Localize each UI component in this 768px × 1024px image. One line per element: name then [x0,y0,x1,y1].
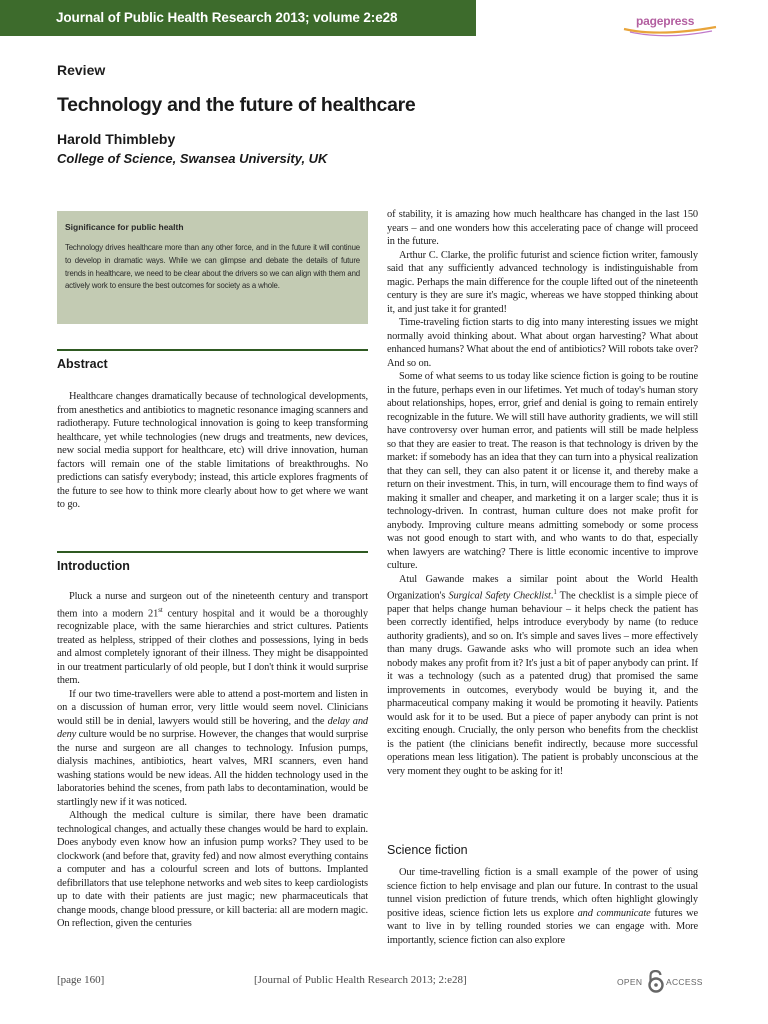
author-affiliation: College of Science, Swansea University, UK [57,151,328,166]
pagepress-logo [620,9,720,37]
science-fiction-text [387,866,698,947]
abstract-text [57,390,368,512]
publisher-name: pagepress [636,14,695,28]
open-access-word-access: ACCESS [666,977,703,987]
intro-paragraph-2: If our two time-travellers were able to attend a post-mortem and listen in on a discussion of human error, very little would seem novel. Clinicians would still be in denial, lawyers would still be hovering, and the delay and deny culture would be no surprise. However, the changes that would surprise the nurse and surgeon are all changes to technology. Infusion pumps, dialysis machines, antibiotics, heart valves, MRI scanners, even hand washing stations would be new ideas. All the hidden technology used in the laboratories behind the scenes, from path labs to decontamination, would be startlingly new if it was noticed. [57,688,368,808]
abstract-paragraph: Healthcare changes dramatically because of technological developments, from anesthetics and antibiotics to magnetic resonance imaging scanners and radiotherapy. Future technological innovation is going to keep transforming healthcare, yet while technologies (new drugs and treatments, new devices, new social media support for healthcare, etc) will drive innovation, human factors will remain one of the stable limitations of breakthroughs. No predictions can satisfy everybody; instead, this article explores fragments of the future to see how to think more clearly about how to get where we want to go. [57,391,368,510]
abstract-rule [57,349,368,351]
open-access-word-open: OPEN [617,977,643,987]
author-name: Harold Thimbleby [57,131,176,147]
science-fiction-paragraph: Our time-travelling fiction is a small example of the power of using science fiction to help envisage and plan our future. In contrast to the usual tunnel vision prediction of future trends, which often highlight glowingly positive ideas, science fiction lets us explore and communicate futures we want to live in by telling rounded stories we can engage with. More importantly, science fiction can also explore [387,867,698,946]
significance-title: Significance for public health [65,222,184,232]
col2-paragraph-gawande: Atul Gawande makes a similar point about the World Health Organization's Surgical Safety Checklist.$^1$ The checklist is a simple piece of paper that helps change human behaviour – it helps check the patient has been correctly identified, helps introduce everybody by name (to reduce authority gradients), and so on. It's simple and saves lives – more effectively than many drugs. Gawande asks who will promote such an idea when nobody makes any profit from it? It's just a bit of paper anybody can print. If it was a technology (such as a patented drug) that promised the same improvements in outcomes, everybody would be buying it, and the pharmaceutical company making it would be promoting it heavily. Patients would ask for it to be used. But a piece of paper anybody can print is not exciting enough. Crucially, the only person who benefits from the checklist is the patient (the clinicians benefit indirectly, because more successful operations mean less litigation). The patient is probably unconscious at the very moment they ought to be asking for it! [387,573,698,777]
article-section-type: Review [57,62,106,78]
intro-paragraph-1: Pluck a nurse and surgeon out of the nineteenth century and transport them into a modern 21st century hospital and it would be a thoroughly recognizable place, with the same hierarchies and strict cultures. Patients treated as helpless, stripped of their clothes and possessions, lying in beds and almost completely ignorant of their illness. They might be disappointed in our treatment particularly of old people, but I don't think it would surprise them. [57,591,369,687]
intro-paragraph-3: Although the medical culture is similar, there have been dramatic technological changes, and actually these changes would be hard to explain. Does anybody even know how an infusion pump works? They used to be clockwork (and before that, gravity fed) and now almost everything contains a computer and has a colourful screen and lots of buttons. Implanted defibrillators that use telephone networks and web sites to keep cardiologists up to date with their patients are just magic; new pharmaceuticals that change moods, change blood pressure, or kill bacteria: all are modern magic. On reflection, given the centuries [57,810,368,930]
page-number: [page 160] [57,974,105,986]
abstract-heading: Abstract [57,357,108,371]
significance-body: Technology drives healthcare more than any other force, and in the future it will continue to develop in dramatic ways. While we can glimpse and debate the details of future trends in healthcare, we need to be clear about the drivers so we can align with them and actively work to ensure the best outcomes for society as a whole. [65,243,360,291]
journal-header-band [0,0,476,36]
introduction-rule [57,551,368,553]
col2-paragraph-time-travel: Time-traveling fiction starts to dig into many interesting issues we might normally avoid thinking about. What about organ harvesting? What about enhanced humans? What about the end of antibiotics? Will robots take over? And so on. [387,317,698,369]
science-fiction-heading: Science fiction [387,843,468,857]
col2-paragraph-clarke: Arthur C. Clarke, the prolific futurist and science fiction writer, famously said that any sufficiently advanced technology is indistinguishable from magic. Perhaps the main difference for the couple lifted out of the nineteenth century is they are sure it's magic, whereas we have stopped thinking about it, and just take it for granted! [387,249,698,315]
col2-paragraph-science-fiction-today: Some of what seems to us today like science fiction is going to be routine in the future, perhaps even in our lifetimes. Yet much of today's human story about relationships, hopes, error, grief and denial is going to remain entirely recognizable in the future. We will still have authority gradients, we will still have controversy over human error, and patients will still be made helpless so that they are easier to treat. The reason is that technology is driven by the market: if somebody has an idea that they can turn into a physical realization that they can sell, they can also patent it or license it, and thereby make a return on their investment. This, in turn, will encourage them to find ways of making it smaller and cheaper, and marketing it on a larger scale; thus it is technology-driven. In contrast, human culture does not make profit for anybody. Improving culture means admitting somebody or some process was not good enough to start with, and who wants to do that, especially when lawyers are watching? There is little economic incentive to improve culture. [387,371,698,571]
article-title: Technology and the future of healthcare [57,94,416,116]
column-two-text [387,208,698,778]
journal-line: Journal of Public Health Research 2013; volume 2:e28 [56,10,398,25]
open-access-logo [617,972,707,994]
significance-box [57,211,368,324]
introduction-text [57,590,368,931]
footer-citation: [Journal of Public Health Research 2013; 2:e28] [254,974,467,986]
col2-paragraph-continued: of stability, it is amazing how much healthcare has changed in the last 150 years – and one wonders how this accelerating pace of change will proceed in the future. [387,209,698,247]
open-access-lock-icon [646,970,666,994]
introduction-heading: Introduction [57,559,130,573]
